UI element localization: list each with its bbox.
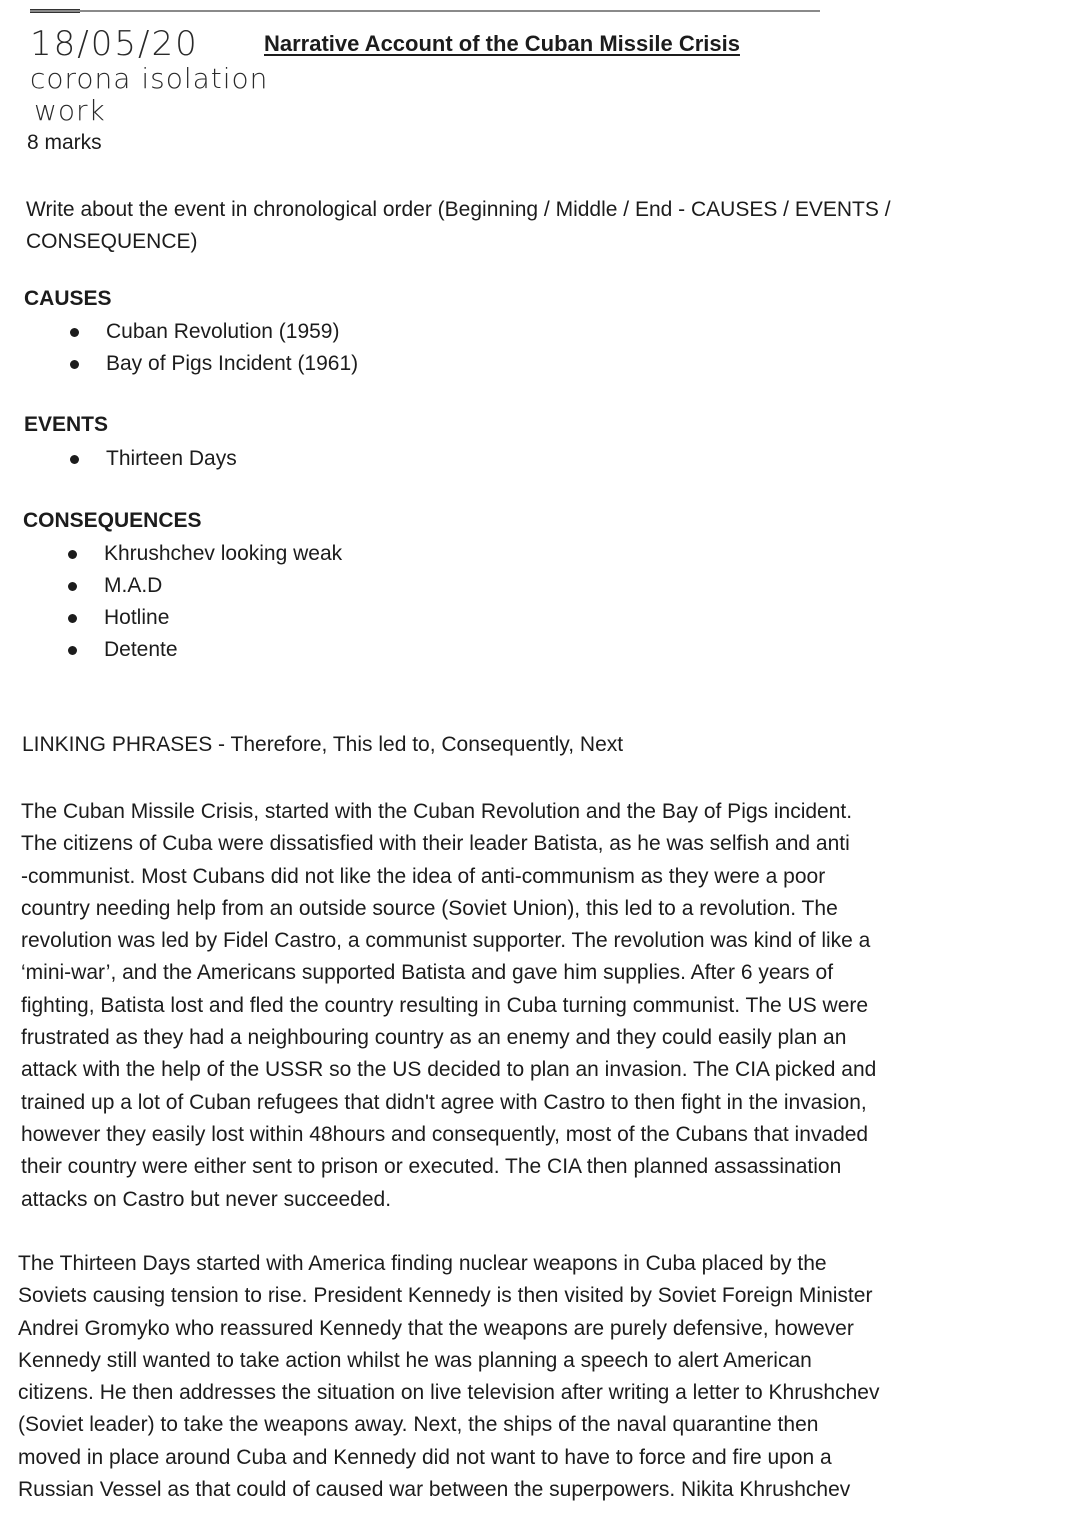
top-rule — [30, 10, 820, 12]
paragraph-line: Soviets causing tension to rise. President Kennedy is then visited by Soviet Foreign Minister — [18, 1284, 873, 1308]
events-heading: EVENTS — [24, 413, 109, 436]
paragraph-line: fighting, Batista lost and fled the country resulting in Cuba turning communist. The US were — [21, 993, 869, 1017]
causes-heading: CAUSES — [24, 287, 112, 310]
paragraph-line: trained up a lot of Cuban refugees that didn't agree with Castro to then fight in the invasion, — [21, 1090, 867, 1114]
list-item: Cuban Revolution (1959) — [70, 316, 358, 348]
instruction-text: Write about the event in chronological order (Beginning / Middle / End - CAUSES / EVENTS / CONSEQUENCE) — [26, 198, 891, 253]
list-item: M.A.D — [68, 570, 342, 602]
paragraph-line: The Thirteen Days started with America finding nuclear weapons in Cuba placed by the — [18, 1252, 827, 1275]
paragraph-line: moved in place around Cuba and Kennedy did not want to have to force and fire upon a — [18, 1445, 832, 1469]
paragraph-line: their country were either sent to prison or executed. The CIA then planned assassination — [21, 1155, 842, 1179]
paragraph-line: Russian Vessel as that could of caused war between the superpowers. Nikita Khrushchev — [18, 1478, 851, 1502]
list-item: Thirteen Days — [70, 443, 237, 475]
list-item: Khrushchev looking weak — [68, 538, 342, 570]
paragraph-line: frustrated as they had a neighbouring country as an enemy and they could easily plan an — [21, 1026, 847, 1050]
paragraph-line: country needing help from an outside source (Soviet Union), this led to a revolution. The — [21, 896, 838, 920]
paragraph-line: citizens. He then addresses the situation on live television after writing a letter to Khrushchev — [18, 1381, 880, 1405]
paragraph-line: -communist. Most Cubans did not like the idea of anti-communism as they were a poor — [21, 864, 826, 888]
paragraph-line: revolution was led by Fidel Castro, a communist supporter. The revolution was kind of like a — [21, 929, 871, 953]
list-item: Bay of Pigs Incident (1961) — [70, 348, 358, 380]
paragraph-line: The Cuban Missile Crisis, started with the Cuban Revolution and the Bay of Pigs incident. — [21, 800, 853, 823]
events-list — [70, 443, 237, 475]
handwritten-note-line1: corona isolation — [30, 62, 269, 95]
linking-phrases: LINKING PHRASES - Therefore, This led to, Consequently, Next — [22, 733, 624, 756]
handwritten-note-line2: work — [34, 94, 106, 127]
paragraph-line: The citizens of Cuba were dissatisfied with their leader Batista, as he was selfish and anti — [21, 832, 850, 856]
paragraph-line: however they easily lost within 48hours and consequently, most of the Cubans that invaded — [21, 1122, 869, 1146]
paragraph-line: ‘mini-war’, and the Americans supported Batista and gave him supplies. After 6 years of — [21, 961, 834, 985]
marks-label: 8 marks — [27, 131, 102, 154]
paragraph-causes — [21, 796, 876, 1216]
consequences-heading: CONSEQUENCES — [23, 509, 202, 532]
causes-list — [70, 316, 358, 380]
paragraph-line: attack with the help of the USSR so the US decided to plan an invasion. The CIA picked and — [21, 1058, 877, 1082]
paragraph-line: attacks on Castro but never succeeded. — [21, 1187, 392, 1211]
list-item: Detente — [68, 634, 342, 666]
page-title: Narrative Account of the Cuban Missile Crisis — [264, 31, 740, 56]
list-item: Hotline — [68, 602, 342, 634]
paragraph-line: Kennedy still wanted to take action whilst he was planning a speech to alert American — [18, 1348, 812, 1372]
paragraph-line: (Soviet leader) to take the weapons away. Next, the ships of the naval quarantine then — [18, 1413, 819, 1437]
paragraph-events — [18, 1248, 879, 1506]
handwritten-date: 18/05/20 — [30, 24, 199, 64]
consequences-list — [68, 538, 342, 666]
paragraph-line: Andrei Gromyko who reassured Kennedy that the weapons are purely defensive, however — [18, 1316, 854, 1340]
